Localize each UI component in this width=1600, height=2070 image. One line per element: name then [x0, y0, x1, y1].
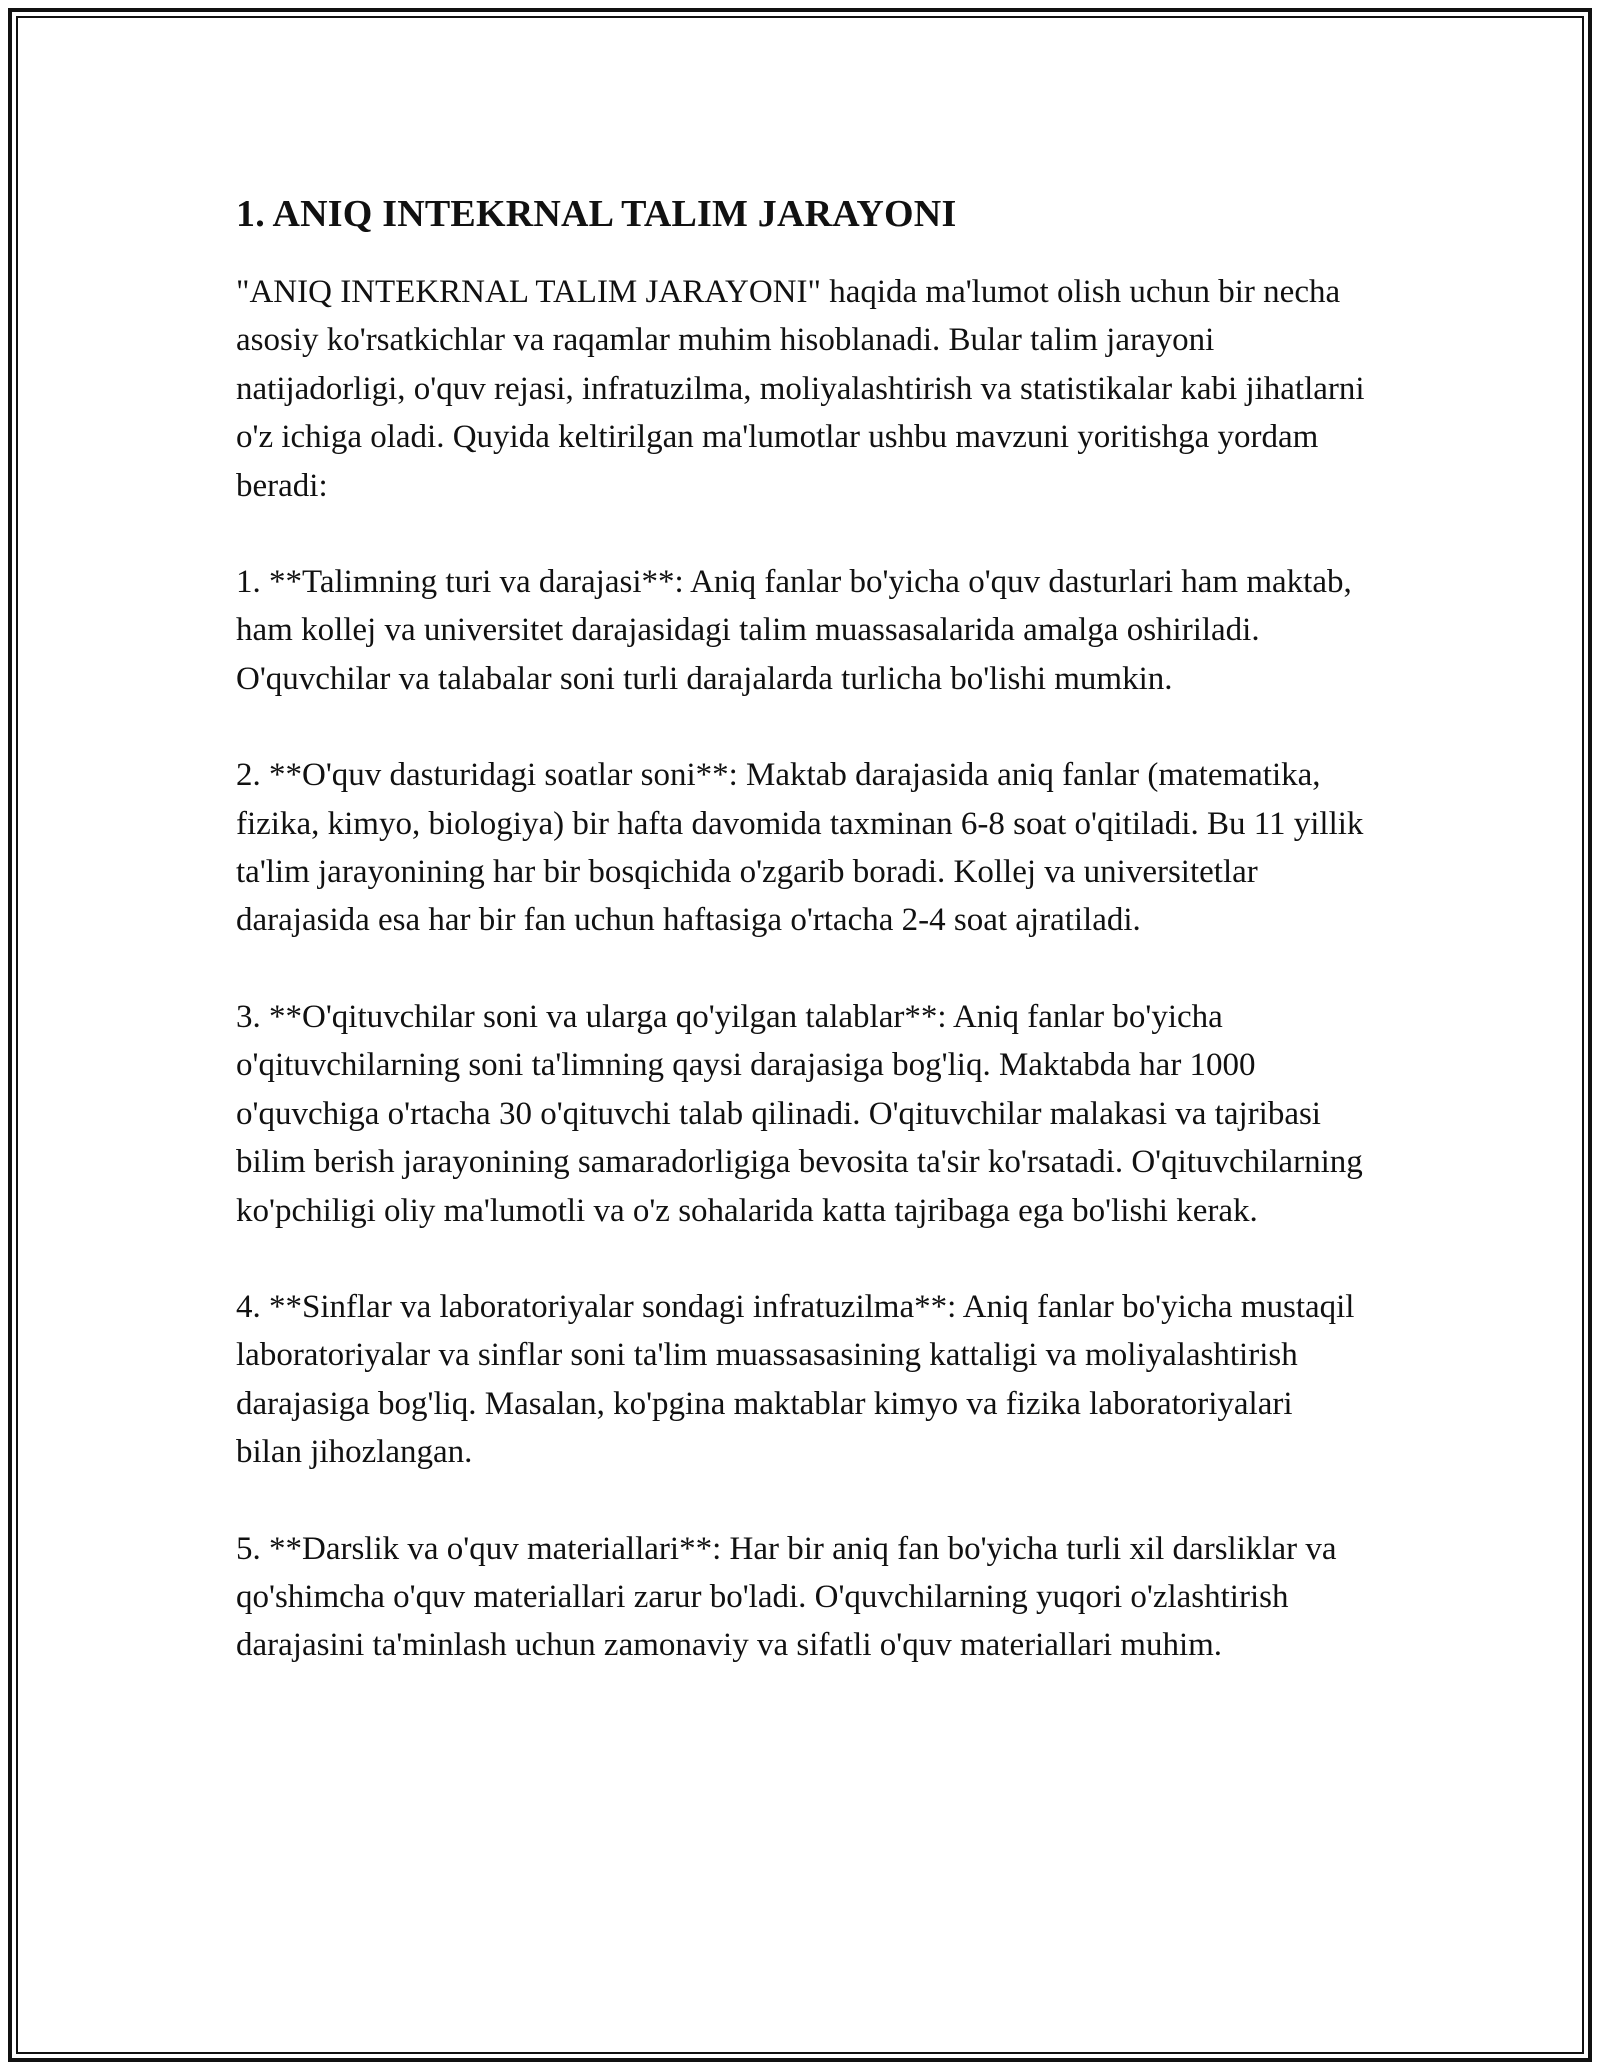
list-item-4-paragraph: 4. **Sinflar va laboratoriyalar sondagi infratuzilma**: Aniq fanlar bo'yicha mustaqil laboratoriyalar va sinflar soni ta'lim muassasasining kattaligi va moliyalashtirish darajasiga bog'liq. Masalan, ko'pgina maktablar kimyo va fizika laboratoriyalari bilan jihozlangan. — [236, 1288, 1355, 1471]
document-body — [236, 188, 1366, 1718]
list-item-1-paragraph: 1. **Talimning turi va darajasi**: Aniq fanlar bo'yicha o'quv dasturlari ham maktab, ham kollej va universitet darajasidagi talim muassasalarida amalga oshiriladi. O'quvchilar va talabalar soni turli darajalarda turlicha bo'lishi mumkin. — [236, 564, 1352, 697]
section-heading: 1. ANIQ INTEKRNAL TALIM JARAYONI — [236, 193, 957, 235]
list-item-3-paragraph: 3. **O'qituvchilar soni va ularga qo'yilgan talablar**: Aniq fanlar bo'yicha o'qituvchilarning soni ta'limning qaysi darajasiga bog'liq. Maktabda har 1000 o'quvchiga o'rtacha 30 o'qituvchi talab qilinadi. O'qituvchilar malakasi va tajribasi bilim berish jarayonining samaradorligiga bevosita ta'sir ko'rsatadi. O'qituvchilarning ko'pchiligi oliy ma'lumotli va o'z sohalarida katta tajribaga ega bo'lishi kerak. — [236, 998, 1363, 1229]
intro-paragraph: "ANIQ INTEKRNAL TALIM JARAYONI" haqida ma'lumot olish uchun bir necha asosiy ko'rsatkichlar va raqamlar muhim hisoblanadi. Bular talim jarayoni natijadorligi, o'quv rejasi, infratuzilma, moliyalashtirish va statistikalar kabi jihatlarni o'z ichiga oladi. Quyida keltirilgan ma'lumotlar ushbu mavzuni yoritishga yordam beradi: — [236, 274, 1365, 504]
list-item-2-paragraph: 2. **O'quv dasturidagi soatlar soni**: Maktab darajasida aniq fanlar (matematika, fizika, kimyo, biologiya) bir hafta davomida taxminan 6-8 soat o'qitiladi. Bu 11 yillik ta'lim jarayonining har bir bosqichida o'zgarib boradi. Kollej va universitetlar darajasida esa har bir fan uchun haftasiga o'rtacha 2-4 soat ajratiladi. — [236, 757, 1364, 939]
list-item-5-paragraph: 5. **Darslik va o'quv materiallari**: Har bir aniq fan bo'yicha turli xil darsliklar va qo'shimcha o'quv materiallari zarur bo'ladi. O'quvchilarning yuqori o'zlashtirish darajasini ta'minlash uchun zamonaviy va sifatli o'quv materiallari muhim. — [236, 1530, 1337, 1664]
